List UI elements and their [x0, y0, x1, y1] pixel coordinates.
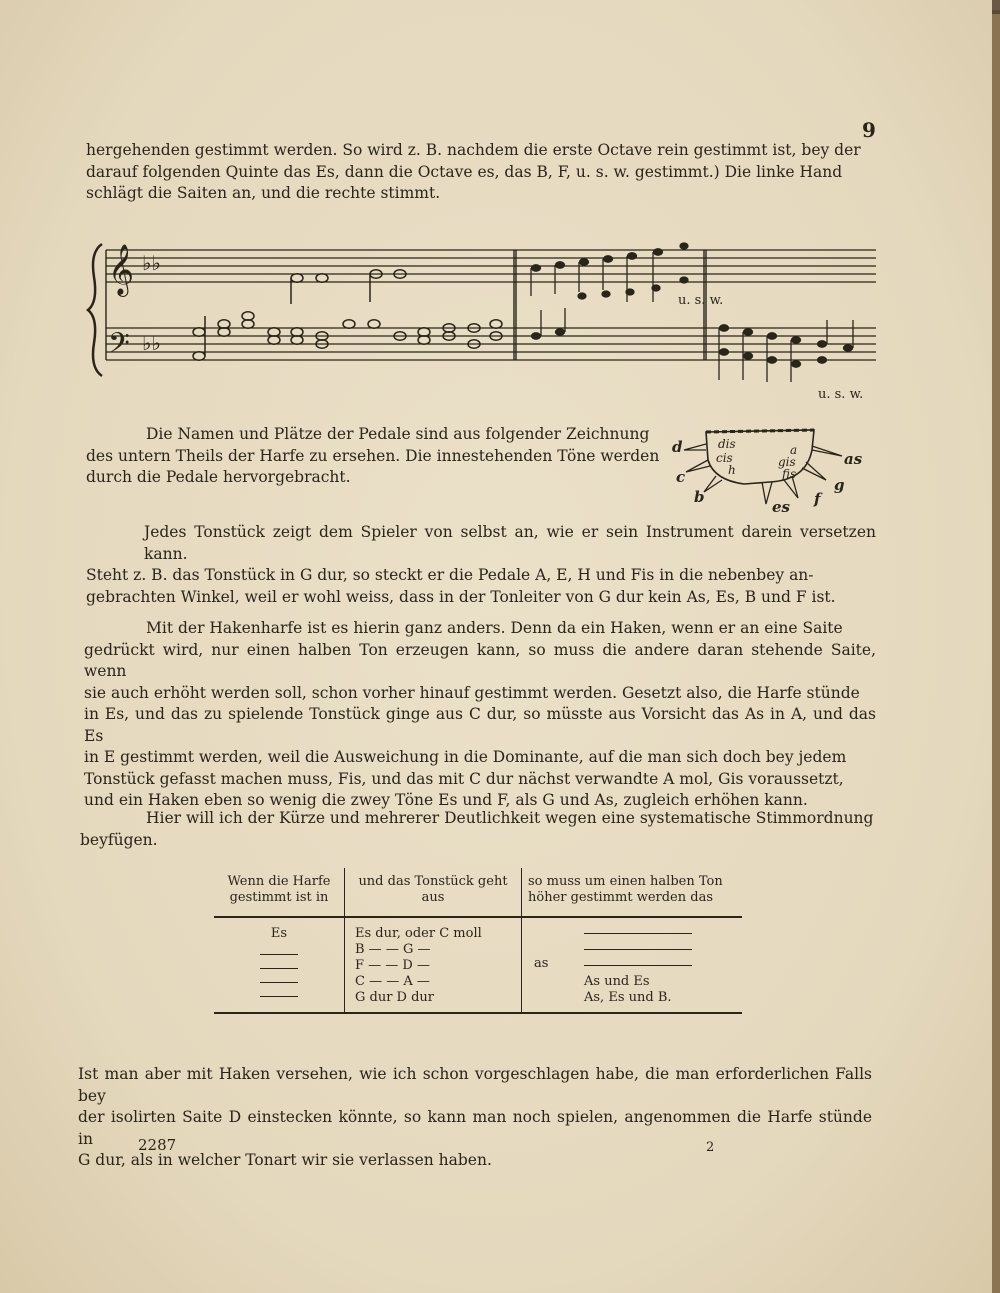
hakenharfe-line: in Es, und das zu spielende Tonstück ginge aus C dur, so müsste aus Vorsicht das As in A, und das Es: [84, 705, 876, 745]
tonstueck-line: gebrachten Winkel, weil er wohl weiss, dass in der Tonleiter von G dur kein As, Es, B und F ist.: [86, 587, 836, 606]
pedal-outer-label: c: [676, 468, 686, 486]
final-paragraph: [78, 1064, 872, 1172]
hier-paragraph: [80, 808, 874, 851]
tonstueck-line: Steht z. B. das Tonstück in G dur, so steckt er die Pedale A, E, H und Fis in die nebenbey an-: [86, 566, 814, 584]
piece-key-row: Es dur, oder C moll: [355, 926, 482, 941]
hier-line: Hier will ich der Kürze und mehrerer Deutlichkeit wegen eine systematische Stimmordnung: [146, 809, 874, 827]
treble-quarter-notes: [531, 243, 688, 302]
hakenharfe-paragraph: [84, 618, 876, 812]
raise-note: As und Es: [584, 974, 650, 989]
pedal-diagram: [666, 420, 876, 515]
signature-mark: 2: [706, 1140, 715, 1155]
plate-number: 2287: [138, 1136, 177, 1154]
pedal-line: des untern Theils der Harfe zu ersehen. Die innestehenden Töne werden: [86, 446, 660, 465]
blank-line: [584, 964, 692, 966]
pedal-line: durch die Pedale hervorgebracht.: [86, 468, 351, 486]
table-cell-piece-key: [345, 917, 522, 1013]
bass-key-flats: ♭♭: [142, 331, 161, 355]
treble-clef: 𝄞: [108, 244, 135, 295]
table-header: und das Tonstück geht aus: [345, 868, 522, 917]
pedal-outer-label: f: [814, 490, 821, 508]
pedal-line: Die Namen und Plätze der Pedale sind aus folgender Zeichnung: [146, 425, 650, 443]
bass-quarter-notes: [532, 308, 854, 382]
treble-staff: [106, 250, 876, 282]
intro-line: schlägt die Saiten an, und die rechte stimmt.: [86, 184, 441, 202]
table-row: [214, 917, 742, 1013]
ditto-dash: [260, 987, 298, 997]
treble-key-flats: ♭♭: [142, 251, 161, 275]
intro-paragraph: [86, 140, 880, 205]
hakenharfe-line: gedrückt wird, nur einen halben Ton erzeugen kann, so muss die andere daran stehende Saite, wenn: [84, 640, 876, 680]
harp-key-value: Es: [270, 926, 288, 941]
table-header: so muss um einen halben Ton höher gestimmt werden das: [522, 868, 743, 917]
pedal-inner-label: h: [728, 463, 736, 477]
intro-line: hergehenden gestimmt werden. So wird z. B. nachdem die erste Octave rein gestimmt ist, bey der: [86, 141, 861, 159]
music-notation: [84, 232, 884, 402]
hakenharfe-line: Mit der Hakenharfe ist es hierin ganz anders. Denn da ein Haken, wenn er an eine Saite: [146, 619, 843, 637]
pedal-outer-label: b: [694, 488, 705, 506]
ditto-dash: [260, 959, 298, 969]
pedal-inner-label: cis: [716, 451, 733, 465]
bass-clef: 𝄢: [108, 327, 130, 367]
table-cell-raise: [522, 917, 743, 1013]
blank-line: [584, 948, 692, 950]
ditto-dash: [260, 945, 298, 955]
pedal-paragraph: [86, 424, 660, 489]
pedal-outer-label: es: [772, 498, 790, 515]
raise-note-as: as: [534, 956, 549, 971]
pedal-inner-label: gis: [778, 455, 796, 469]
pedal-outer-label: g: [834, 476, 845, 494]
final-line: Ist man aber mit Haken versehen, wie ich schon vorgeschlagen habe, die man erforderlichen Falls bey: [78, 1065, 872, 1105]
ditto-dash: [260, 973, 298, 983]
pedal-outer-label: as: [844, 450, 863, 468]
treble-notes: [291, 270, 406, 304]
usw-label-bass: u. s. w.: [818, 387, 864, 402]
pedal-inner-label: fis: [782, 467, 797, 481]
hakenharfe-line: in E gestimmt werden, weil die Ausweichung in die Dominante, auf die man sich doch bey jedem: [84, 748, 847, 766]
piece-key-row: G dur D dur: [355, 990, 435, 1005]
table-header: Wenn die Harfe gestimmt ist in: [214, 868, 345, 917]
intro-line: darauf folgenden Quinte das Es, dann die Octave es, das B, F, u. s. w. gestimmt.) Die linke Hand: [86, 162, 843, 181]
piece-key-row: B — — G —: [355, 942, 431, 957]
hakenharfe-line: Tonstück gefasst machen muss, Fis, und das mit C dur nächst verwandte A mol, Gis voraussetzt,: [84, 769, 844, 788]
raise-note: As, Es und B.: [584, 990, 672, 1005]
tonstueck-line: Jedes Tonstück zeigt dem Spieler von selbst an, wie er sein Instrument darein versetzen kann.: [144, 523, 876, 563]
usw-label-treble: u. s. w.: [678, 293, 724, 308]
blank-line: [584, 932, 692, 934]
piece-key-row: F — — D —: [355, 958, 430, 973]
final-line: G dur, als in welcher Tonart wir sie verlassen haben.: [78, 1151, 492, 1169]
tonstueck-paragraph: [86, 522, 876, 608]
pedal-inner-label: a: [790, 443, 798, 457]
tuning-table: [214, 868, 742, 1014]
hier-line: beyfügen.: [80, 830, 158, 849]
pedal-inner-label: dis: [718, 437, 736, 451]
hakenharfe-line: und ein Haken eben so wenig die zwey Töne Es und F, als G und As, zugleich erhöhen kann.: [84, 791, 808, 809]
pedal-outer-label: d: [672, 438, 683, 456]
hakenharfe-line: sie auch erhöht werden soll, schon vorher hinauf gestimmt werden. Gesetzt also, die Harfe stünde: [84, 683, 860, 702]
table-cell-harp-key: [214, 917, 345, 1013]
system-brace: [88, 244, 102, 376]
final-line: der isolirten Saite D einstecken könnte, so kann man noch spielen, angenommen die Harfe stünde in: [78, 1108, 872, 1148]
piece-key-row: C — — A —: [355, 974, 430, 989]
page-number: 9: [862, 118, 876, 142]
